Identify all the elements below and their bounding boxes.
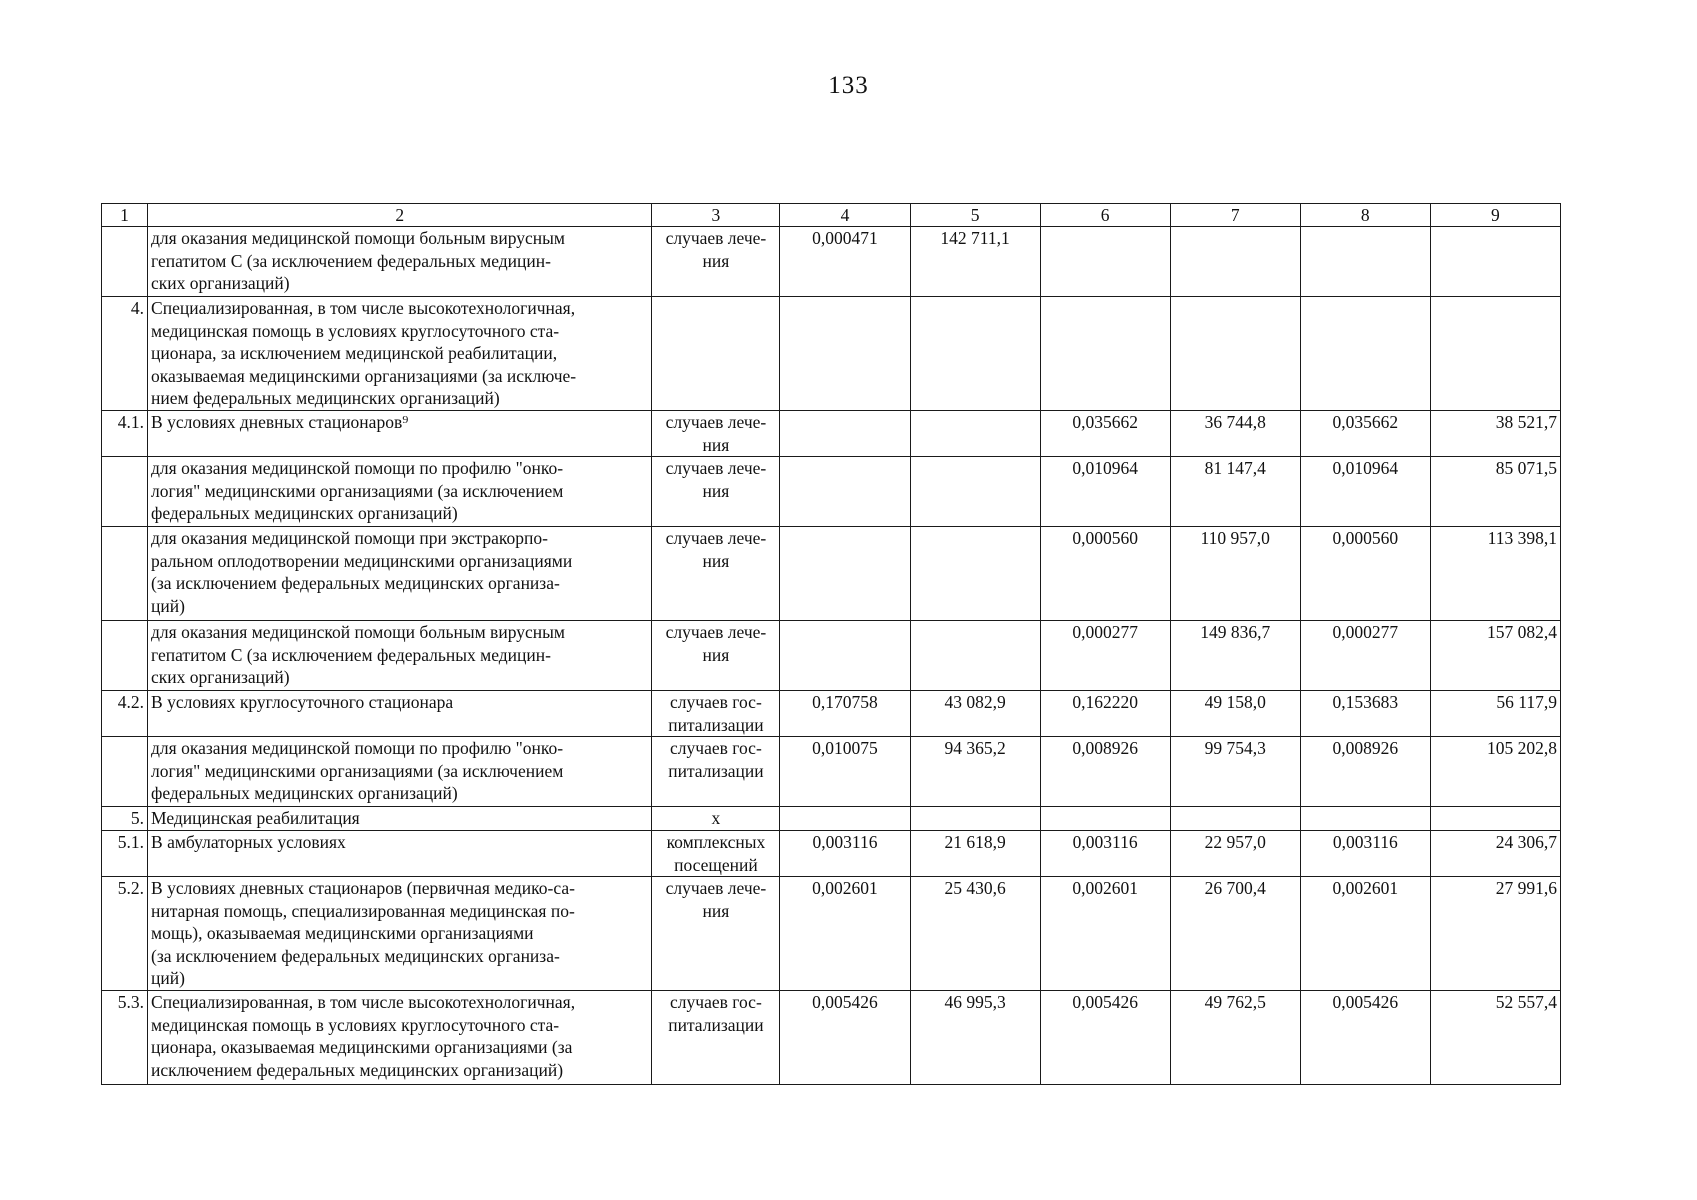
description-line: ций): [151, 968, 185, 988]
description-line: мощь), оказываемая медицинскими организациями: [151, 923, 534, 943]
unit-of-measure: [652, 411, 780, 457]
value-col-7: 149 836,7: [1170, 621, 1300, 691]
value-col-9: 27 991,6: [1430, 877, 1560, 991]
unit-line: посещений: [674, 854, 758, 875]
norms-table: [101, 203, 1561, 1085]
table-row: [102, 297, 1561, 411]
value-col-8: 0,010964: [1300, 457, 1430, 527]
unit-line: случаев лече-: [665, 528, 767, 548]
value-col-7: 26 700,4: [1170, 877, 1300, 991]
description-line: В условиях дневных стационаров⁹: [151, 412, 409, 432]
value-col-5: [910, 411, 1040, 457]
description-line: гепатитом С (за исключением федеральных медицин-: [151, 644, 551, 665]
value-col-4: 0,170758: [780, 691, 910, 737]
column-number: 2: [148, 204, 652, 227]
table-row: [102, 621, 1561, 691]
value-col-9: 105 202,8: [1430, 737, 1560, 807]
description-line: для оказания медицинской помощи больным вирусным: [151, 228, 565, 248]
unit-line: ния: [702, 644, 730, 665]
table-row: [102, 527, 1561, 621]
value-col-8: 0,000560: [1300, 527, 1430, 621]
value-col-9: 24 306,7: [1430, 831, 1560, 877]
value-col-4: [780, 457, 910, 527]
page-number: 133: [828, 72, 869, 99]
row-number: 5.3.: [102, 991, 148, 1085]
value-col-7: 81 147,4: [1170, 457, 1300, 527]
unit-of-measure: [652, 807, 780, 831]
unit-line: ния: [702, 900, 730, 921]
unit-line: случаев гос-: [670, 692, 762, 712]
description-line: В условиях дневных стационаров (первичная медико-са-: [151, 878, 575, 898]
unit-line: случаев лече-: [665, 458, 767, 478]
row-description: [148, 877, 652, 991]
value-col-8: 0,003116: [1300, 831, 1430, 877]
description-line: исключением федеральных медицинских организаций): [151, 1059, 564, 1080]
column-number: 6: [1040, 204, 1170, 227]
value-col-8: [1300, 807, 1430, 831]
description-line: федеральных медицинских организаций): [151, 503, 458, 523]
value-col-8: 0,000277: [1300, 621, 1430, 691]
unit-line: ния: [702, 434, 730, 455]
unit-of-measure: [652, 991, 780, 1085]
row-number: 5.1.: [102, 831, 148, 877]
description-line: Специализированная, в том числе высокотехнологичная,: [151, 298, 576, 318]
description-line: логия" медицинскими организациями (за исключением: [151, 480, 564, 501]
value-col-4: [780, 807, 910, 831]
value-col-8: 0,008926: [1300, 737, 1430, 807]
column-number: 5: [910, 204, 1040, 227]
description-line: ционара, оказываемая медицинскими организациями (за: [151, 1037, 573, 1057]
row-description: [148, 411, 652, 457]
row-description: [148, 737, 652, 807]
value-col-7: [1170, 227, 1300, 297]
row-description: [148, 527, 652, 621]
value-col-9: 52 557,4: [1430, 991, 1560, 1085]
description-line: В амбулаторных условиях: [151, 832, 346, 852]
value-col-8: 0,002601: [1300, 877, 1430, 991]
value-col-4: [780, 621, 910, 691]
column-number: 7: [1170, 204, 1300, 227]
unit-of-measure: [652, 621, 780, 691]
unit-of-measure: [652, 297, 780, 411]
value-col-5: 142 711,1: [910, 227, 1040, 297]
value-col-6: 0,000560: [1040, 527, 1170, 621]
table-row: [102, 877, 1561, 991]
row-number: 5.: [102, 807, 148, 831]
value-col-8: 0,153683: [1300, 691, 1430, 737]
row-number: 4.1.: [102, 411, 148, 457]
value-col-5: [910, 527, 1040, 621]
column-number: 1: [102, 204, 148, 227]
unit-line: ния: [702, 550, 730, 571]
description-line: для оказания медицинской помощи при экстракорпо-: [151, 528, 548, 548]
description-line: ций): [151, 595, 185, 616]
value-col-4: 0,003116: [780, 831, 910, 877]
column-number: 4: [780, 204, 910, 227]
table-row: [102, 691, 1561, 737]
value-col-7: 49 762,5: [1170, 991, 1300, 1085]
table-row: [102, 807, 1561, 831]
unit-of-measure: [652, 227, 780, 297]
value-col-4: [780, 297, 910, 411]
row-number: [102, 621, 148, 691]
row-description: [148, 831, 652, 877]
description-line: медицинская помощь в условиях круглосуточного ста-: [151, 1014, 560, 1035]
value-col-4: 0,010075: [780, 737, 910, 807]
description-line: ральном оплодотворении медицинскими организациями: [151, 550, 573, 571]
value-col-4: 0,002601: [780, 877, 910, 991]
description-line: для оказания медицинской помощи по профилю "онко-: [151, 458, 564, 478]
value-col-6: 0,003116: [1040, 831, 1170, 877]
value-col-5: [910, 621, 1040, 691]
value-col-7: 22 957,0: [1170, 831, 1300, 877]
unit-of-measure: [652, 737, 780, 807]
row-number: [102, 737, 148, 807]
description-line: Медицинская реабилитация: [151, 808, 360, 828]
value-col-9: 113 398,1: [1430, 527, 1560, 621]
value-col-4: [780, 527, 910, 621]
unit-line: питализации: [668, 1014, 764, 1035]
description-line: (за исключением федеральных медицинских организа-: [151, 945, 560, 966]
row-description: [148, 691, 652, 737]
description-line: (за исключением федеральных медицинских организа-: [151, 573, 560, 593]
unit-line: комплексных: [666, 832, 766, 852]
row-description: [148, 227, 652, 297]
unit-of-measure: [652, 457, 780, 527]
row-description: [148, 297, 652, 411]
description-line: федеральных медицинских организаций): [151, 783, 458, 803]
value-col-4: 0,005426: [780, 991, 910, 1085]
description-line: ских организаций): [151, 273, 290, 293]
value-col-5: 94 365,2: [910, 737, 1040, 807]
value-col-6: 0,008926: [1040, 737, 1170, 807]
value-col-5: 25 430,6: [910, 877, 1040, 991]
unit-line: случаев лече-: [665, 622, 767, 642]
row-description: [148, 991, 652, 1085]
row-number: [102, 527, 148, 621]
value-col-8: 0,035662: [1300, 411, 1430, 457]
table-row: [102, 831, 1561, 877]
unit-of-measure: [652, 691, 780, 737]
table-row: [102, 411, 1561, 457]
column-number: 9: [1430, 204, 1560, 227]
value-col-5: 46 995,3: [910, 991, 1040, 1085]
value-col-4: [780, 411, 910, 457]
column-number-row: [102, 204, 1561, 227]
description-line: ционара, за исключением медицинской реабилитации,: [151, 343, 558, 363]
value-col-6: [1040, 297, 1170, 411]
unit-line: x: [711, 808, 721, 828]
column-number: 3: [652, 204, 780, 227]
row-number: 4.2.: [102, 691, 148, 737]
value-col-6: 0,010964: [1040, 457, 1170, 527]
value-col-7: 99 754,3: [1170, 737, 1300, 807]
value-col-8: [1300, 297, 1430, 411]
value-col-6: [1040, 807, 1170, 831]
value-col-4: 0,000471: [780, 227, 910, 297]
unit-line: питализации: [668, 760, 764, 781]
value-col-5: [910, 297, 1040, 411]
row-description: [148, 457, 652, 527]
table-row: [102, 737, 1561, 807]
unit-line: случаев лече-: [665, 228, 767, 248]
description-line: ских организаций): [151, 667, 290, 687]
value-col-6: 0,005426: [1040, 991, 1170, 1085]
value-col-6: 0,002601: [1040, 877, 1170, 991]
row-description: [148, 807, 652, 831]
description-line: В условиях круглосуточного стационара: [151, 692, 454, 712]
description-line: оказываемая медицинскими организациями (за исключе-: [151, 365, 577, 386]
value-col-8: [1300, 227, 1430, 297]
value-col-5: [910, 807, 1040, 831]
description-line: Специализированная, в том числе высокотехнологичная,: [151, 992, 576, 1012]
value-col-7: [1170, 807, 1300, 831]
row-description: [148, 621, 652, 691]
row-number: 4.: [102, 297, 148, 411]
unit-of-measure: [652, 877, 780, 991]
description-line: гепатитом С (за исключением федеральных медицин-: [151, 250, 551, 271]
value-col-9: [1430, 297, 1560, 411]
value-col-5: 21 618,9: [910, 831, 1040, 877]
unit-of-measure: [652, 831, 780, 877]
description-line: логия" медицинскими организациями (за исключением: [151, 760, 564, 781]
table-row: [102, 457, 1561, 527]
description-line: для оказания медицинской помощи по профилю "онко-: [151, 738, 564, 758]
value-col-6: 0,000277: [1040, 621, 1170, 691]
value-col-9: 157 082,4: [1430, 621, 1560, 691]
unit-line: случаев гос-: [670, 992, 762, 1012]
unit-line: ния: [702, 250, 730, 271]
value-col-7: [1170, 297, 1300, 411]
description-line: нитарная помощь, специализированная медицинская по-: [151, 900, 575, 921]
description-line: нием федеральных медицинских организаций): [151, 388, 500, 408]
value-col-6: 0,035662: [1040, 411, 1170, 457]
value-col-9: [1430, 807, 1560, 831]
table-row: [102, 227, 1561, 297]
table-body: [102, 227, 1561, 1085]
value-col-5: [910, 457, 1040, 527]
value-col-7: 49 158,0: [1170, 691, 1300, 737]
unit-of-measure: [652, 527, 780, 621]
value-col-6: [1040, 227, 1170, 297]
table-row: [102, 991, 1561, 1085]
value-col-9: 38 521,7: [1430, 411, 1560, 457]
value-col-5: 43 082,9: [910, 691, 1040, 737]
description-line: медицинская помощь в условиях круглосуточного ста-: [151, 320, 560, 341]
unit-line: случаев гос-: [670, 738, 762, 758]
value-col-6: 0,162220: [1040, 691, 1170, 737]
column-number: 8: [1300, 204, 1430, 227]
value-col-9: [1430, 227, 1560, 297]
unit-line: питализации: [668, 714, 764, 735]
value-col-9: 56 117,9: [1430, 691, 1560, 737]
row-number: 5.2.: [102, 877, 148, 991]
value-col-7: 110 957,0: [1170, 527, 1300, 621]
row-number: [102, 227, 148, 297]
row-number: [102, 457, 148, 527]
unit-line: ния: [702, 480, 730, 501]
unit-line: случаев лече-: [665, 412, 767, 432]
value-col-9: 85 071,5: [1430, 457, 1560, 527]
value-col-7: 36 744,8: [1170, 411, 1300, 457]
value-col-8: 0,005426: [1300, 991, 1430, 1085]
unit-line: случаев лече-: [665, 878, 767, 898]
description-line: для оказания медицинской помощи больным вирусным: [151, 622, 565, 642]
